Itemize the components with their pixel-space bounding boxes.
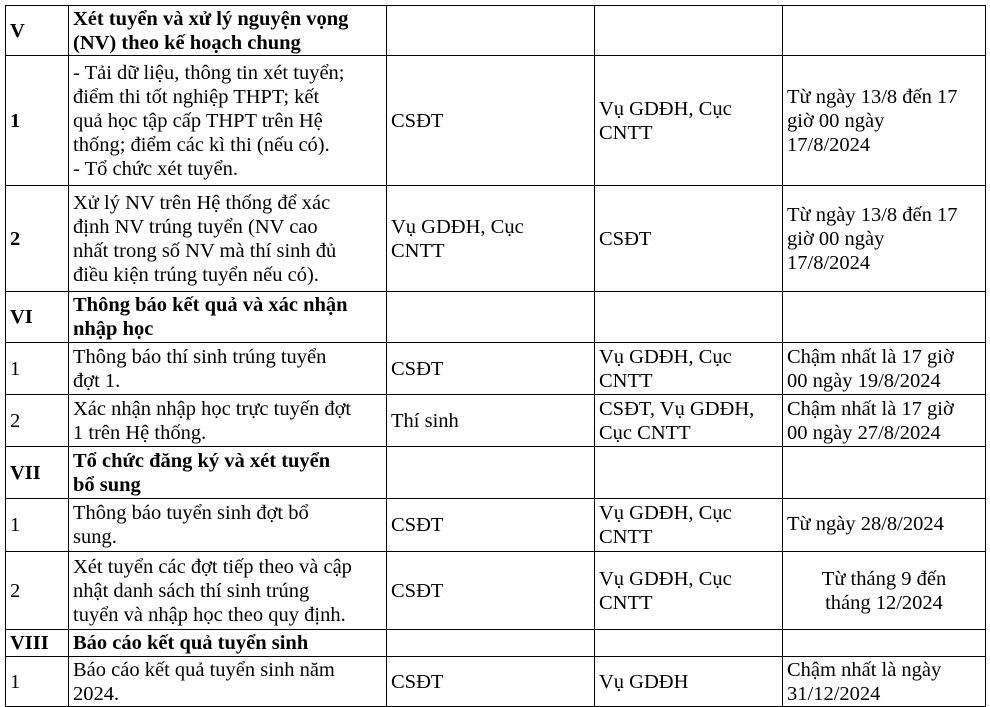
host-cell: CSĐT — [387, 56, 595, 186]
section-number: VI — [6, 292, 69, 343]
section-number: VII — [6, 447, 69, 499]
task-description: - Tải dữ liệu, thông tin xét tuyển; điểm thi tốt nghiệp THPT; kết quả học tập cấp THPT trên Hệ thống; điểm các kì thi (nếu có). - Tổ chức xét tuyển. — [69, 56, 387, 186]
task-number: 2 — [6, 395, 69, 447]
host-cell: CSĐT — [387, 552, 595, 630]
task-number: 2 — [6, 186, 69, 292]
time-cell: Từ ngày 13/8 đến 17 giờ 00 ngày 17/8/2024 — [783, 56, 986, 186]
section-title: Xét tuyển và xử lý nguyện vọng (NV) theo kế hoạch chung — [69, 6, 387, 56]
time-cell — [783, 630, 986, 657]
task-description: Báo cáo kết quả tuyển sinh năm 2024. — [69, 657, 387, 707]
host-cell — [387, 630, 595, 657]
coordinator-cell — [595, 630, 783, 657]
time-cell — [783, 447, 986, 499]
task-number: 1 — [6, 657, 69, 707]
task-row — [6, 343, 986, 395]
coordinator-cell — [595, 447, 783, 499]
task-row — [6, 395, 986, 447]
task-number: 1 — [6, 56, 69, 186]
host-cell: CSĐT — [387, 657, 595, 707]
task-number: 2 — [6, 552, 69, 630]
time-cell: Chậm nhất là 17 giờ 00 ngày 19/8/2024 — [783, 343, 986, 395]
coordinator-cell: CSĐT — [595, 186, 783, 292]
time-cell: Chậm nhất là 17 giờ 00 ngày 27/8/2024 — [783, 395, 986, 447]
task-row — [6, 186, 986, 292]
coordinator-cell: Vụ GDĐH, Cục CNTT — [595, 552, 783, 630]
task-description: Xác nhận nhập học trực tuyến đợt 1 trên Hệ thống. — [69, 395, 387, 447]
task-description: Thông báo tuyển sinh đợt bổ sung. — [69, 499, 387, 552]
coordinator-cell: Vụ GDĐH, Cục CNTT — [595, 499, 783, 552]
host-cell: CSĐT — [387, 343, 595, 395]
task-row — [6, 657, 986, 707]
host-cell — [387, 447, 595, 499]
section-row — [6, 447, 986, 499]
coordinator-cell: CSĐT, Vụ GDĐH, Cục CNTT — [595, 395, 783, 447]
time-cell: Từ ngày 28/8/2024 — [783, 499, 986, 552]
section-row — [6, 630, 986, 657]
coordinator-cell: Vụ GDĐH, Cục CNTT — [595, 56, 783, 186]
task-description: Xử lý NV trên Hệ thống để xác định NV trúng tuyển (NV cao nhất trong số NV mà thí sinh đủ điều kiện trúng tuyển nếu có). — [69, 186, 387, 292]
section-title: Tổ chức đăng ký và xét tuyển bổ sung — [69, 447, 387, 499]
section-title: Báo cáo kết quả tuyển sinh — [69, 630, 387, 657]
section-row — [6, 6, 986, 56]
host-cell — [387, 292, 595, 343]
time-cell: Chậm nhất là ngày 31/12/2024 — [783, 657, 986, 707]
task-row — [6, 499, 986, 552]
time-cell — [783, 6, 986, 56]
section-number: V — [6, 6, 69, 56]
host-cell: Thí sinh — [387, 395, 595, 447]
host-cell — [387, 6, 595, 56]
task-row — [6, 56, 986, 186]
task-row — [6, 552, 986, 630]
coordinator-cell: Vụ GDĐH, Cục CNTT — [595, 343, 783, 395]
section-title: Thông báo kết quả và xác nhận nhập học — [69, 292, 387, 343]
section-row — [6, 292, 986, 343]
schedule-table — [5, 5, 986, 707]
task-description: Thông báo thí sinh trúng tuyển đợt 1. — [69, 343, 387, 395]
task-number: 1 — [6, 343, 69, 395]
coordinator-cell — [595, 292, 783, 343]
task-number: 1 — [6, 499, 69, 552]
time-cell: Từ ngày 13/8 đến 17 giờ 00 ngày 17/8/2024 — [783, 186, 986, 292]
coordinator-cell: Vụ GDĐH — [595, 657, 783, 707]
task-description: Xét tuyển các đợt tiếp theo và cập nhật danh sách thí sinh trúng tuyển và nhập học theo quy định. — [69, 552, 387, 630]
section-number: VIII — [6, 630, 69, 657]
host-cell: Vụ GDĐH, Cục CNTT — [387, 186, 595, 292]
time-cell — [783, 292, 986, 343]
host-cell: CSĐT — [387, 499, 595, 552]
time-cell: Từ tháng 9 đến tháng 12/2024 — [783, 552, 986, 630]
coordinator-cell — [595, 6, 783, 56]
